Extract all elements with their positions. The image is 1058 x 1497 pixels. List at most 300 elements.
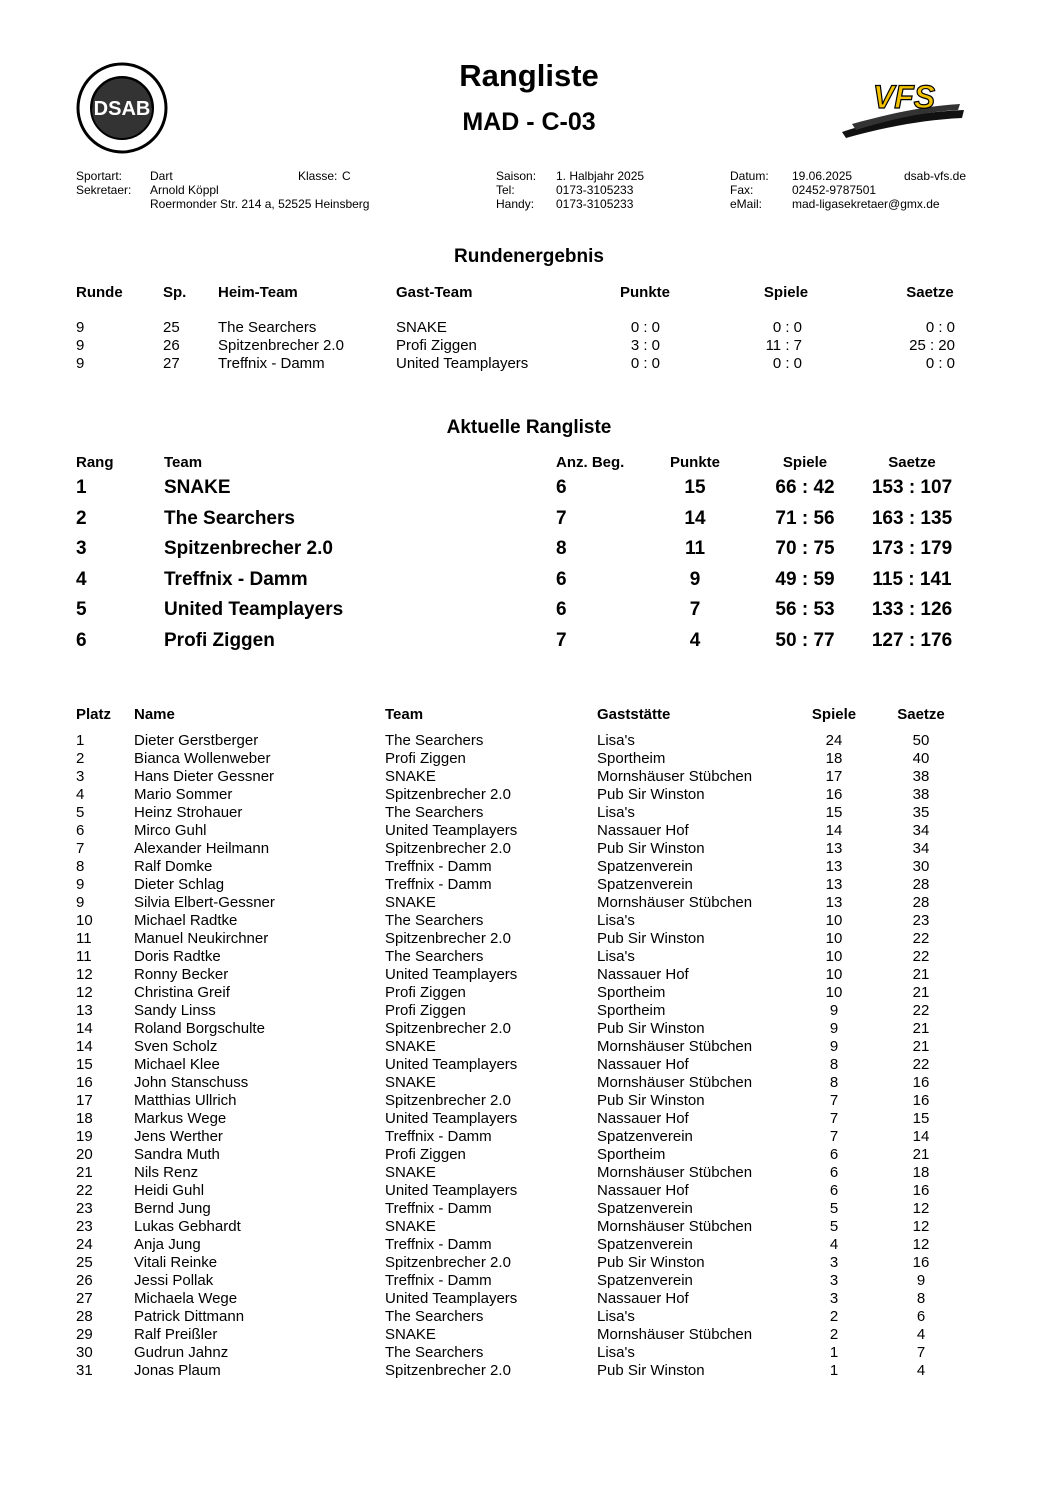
handy-label: Handy:	[496, 197, 535, 211]
cell-gaststaette: Spatzenverein	[597, 1236, 693, 1253]
cell-rang: 5	[76, 599, 87, 620]
cell-team: SNAKE	[385, 894, 436, 911]
cell-punkte: 11	[684, 538, 706, 559]
cell-anz-beg: 8	[556, 538, 567, 559]
cell-gaststaette: Pub Sir Winston	[597, 1254, 705, 1271]
cell-platz: 1	[76, 732, 85, 749]
table-row	[0, 912, 1058, 930]
cell-saetze: 14	[912, 1128, 930, 1145]
cell-gaststaette: Pub Sir Winston	[597, 1362, 705, 1379]
table-row	[0, 319, 1058, 337]
table-row	[0, 768, 1058, 786]
cell-spiele: 6	[829, 1164, 839, 1181]
header-heim-team: Heim-Team	[218, 284, 298, 301]
cell-spiele: 11 : 7	[765, 337, 802, 354]
cell-punkte: 0 : 0	[630, 319, 660, 336]
cell-name: Matthias Ullrich	[134, 1092, 237, 1109]
cell-platz: 21	[76, 1164, 93, 1181]
cell-team: SNAKE	[385, 1218, 436, 1235]
cell-team: United Teamplayers	[164, 599, 344, 620]
cell-platz: 8	[76, 858, 85, 875]
cell-rang: 1	[76, 477, 87, 498]
cell-saetze: 12	[912, 1236, 930, 1253]
table-row	[0, 507, 1058, 529]
cell-name: Roland Borgschulte	[134, 1020, 265, 1037]
cell-saetze: 0 : 0	[925, 355, 955, 372]
table-row	[0, 786, 1058, 804]
cell-name: Lukas Gebhardt	[134, 1218, 241, 1235]
cell-name: Doris Radtke	[134, 948, 221, 965]
table-row	[0, 1272, 1058, 1290]
cell-team: United Teamplayers	[385, 1056, 518, 1073]
klasse-value: C	[342, 169, 351, 183]
cell-name: Patrick Dittmann	[134, 1308, 245, 1325]
cell-spiele: 16	[825, 786, 843, 803]
table-row	[0, 1200, 1058, 1218]
cell-saetze: 16	[912, 1074, 930, 1091]
cell-platz: 14	[76, 1020, 93, 1037]
cell-gaststaette: Mornshäuser Stübchen	[597, 1326, 753, 1343]
cell-name: Jessi Pollak	[134, 1272, 214, 1289]
table-row	[0, 1020, 1058, 1038]
cell-gaststaette: Mornshäuser Stübchen	[597, 1218, 753, 1235]
cell-team: United Teamplayers	[385, 1182, 518, 1199]
cell-platz: 11	[76, 948, 92, 965]
cell-team: The Searchers	[385, 732, 484, 749]
cell-team: SNAKE	[385, 768, 436, 785]
table-row	[0, 1074, 1058, 1092]
cell-spiele: 7	[829, 1128, 839, 1145]
cell-name: Heidi Guhl	[134, 1182, 205, 1199]
table-row	[0, 1326, 1058, 1344]
cell-platz: 16	[76, 1074, 93, 1091]
cell-spiele: 13	[825, 894, 843, 911]
cell-saetze: 21	[912, 984, 930, 1001]
cell-anz-beg: 6	[556, 568, 567, 590]
cell-platz: 12	[76, 966, 93, 983]
cell-saetze: 133 : 126	[871, 599, 953, 620]
cell-spiele: 13	[825, 858, 843, 875]
cell-team: United Teamplayers	[385, 1110, 518, 1127]
cell-saetze: 7	[916, 1344, 926, 1361]
cell-gaststaette: Sportheim	[597, 984, 666, 1001]
cell-saetze: 12	[912, 1200, 930, 1217]
cell-platz: 11	[76, 930, 92, 947]
cell-gaststaette: Pub Sir Winston	[597, 786, 705, 803]
cell-platz: 23	[76, 1218, 93, 1235]
cell-runde: 9	[76, 319, 85, 336]
cell-spiele: 5	[829, 1200, 839, 1217]
sekretaer-value: Arnold Köppl	[150, 183, 219, 197]
cell-runde: 9	[76, 355, 85, 372]
cell-spiele: 71 : 56	[775, 507, 835, 529]
cell-team: SNAKE	[385, 1074, 436, 1091]
cell-name: Bianca Wollenweber	[134, 750, 271, 767]
cell-name: Michael Klee	[134, 1056, 220, 1073]
cell-saetze: 30	[912, 858, 930, 875]
cell-saetze: 34	[912, 822, 930, 839]
cell-spiele: 0 : 0	[772, 319, 802, 336]
cell-spiel: 27	[163, 355, 180, 372]
sportart-value: Dart	[150, 169, 173, 183]
cell-spiele: 24	[825, 732, 843, 749]
cell-spiele: 50 : 77	[775, 629, 835, 651]
cell-saetze: 115 : 141	[872, 568, 952, 590]
cell-anz-beg: 6	[556, 599, 567, 620]
cell-team: Spitzenbrecher 2.0	[385, 840, 511, 857]
cell-saetze: 163 : 135	[871, 507, 953, 529]
table-row	[0, 1146, 1058, 1164]
cell-spiele: 49 : 59	[775, 568, 835, 590]
cell-spiele: 17	[825, 768, 843, 785]
header-spiele: Spiele	[811, 706, 857, 723]
cell-platz: 30	[76, 1344, 93, 1361]
cell-name: Mirco Guhl	[134, 822, 207, 839]
header-runde: Runde	[76, 284, 123, 301]
cell-team: United Teamplayers	[385, 966, 518, 983]
cell-team: Profi Ziggen	[164, 629, 275, 651]
cell-rang: 3	[76, 538, 87, 559]
cell-team: Spitzenbrecher 2.0	[164, 538, 333, 559]
cell-name: Silvia Elbert-Gessner	[134, 894, 275, 911]
header-punkte: Punkte	[619, 284, 670, 301]
cell-team: Profi Ziggen	[385, 984, 466, 1001]
table-header-row	[0, 284, 1058, 302]
cell-gaststaette: Pub Sir Winston	[597, 840, 705, 857]
table-row	[0, 894, 1058, 912]
cell-team: Spitzenbrecher 2.0	[385, 786, 511, 803]
table-row	[0, 568, 1058, 590]
email-label: eMail:	[730, 197, 763, 211]
cell-saetze: 153 : 107	[871, 477, 953, 498]
cell-team: Treffnix - Damm	[385, 876, 492, 893]
cell-name: Michaela Wege	[134, 1290, 238, 1307]
cell-heim-team: Treffnix - Damm	[218, 355, 325, 372]
cell-team: Profi Ziggen	[385, 1146, 466, 1163]
cell-punkte: 0 : 0	[630, 355, 660, 372]
cell-platz: 12	[76, 984, 93, 1001]
cell-saetze: 38	[912, 786, 930, 803]
sportart-label: Sportart:	[76, 169, 123, 183]
cell-spiele: 5	[829, 1218, 839, 1235]
cell-spiele: 6	[829, 1146, 839, 1163]
cell-platz: 9	[76, 876, 85, 893]
cell-punkte: 14	[684, 507, 706, 529]
cell-name: Mario Sommer	[134, 786, 233, 803]
cell-name: Sandy Linss	[134, 1002, 216, 1019]
cell-platz: 24	[76, 1236, 93, 1253]
cell-spiele: 56 : 53	[775, 599, 835, 620]
cell-spiel: 25	[163, 319, 180, 336]
cell-saetze: 34	[912, 840, 930, 857]
cell-gaststaette: Mornshäuser Stübchen	[597, 1074, 753, 1091]
cell-saetze: 16	[912, 1182, 930, 1199]
cell-gaststaette: Spatzenverein	[597, 1272, 693, 1289]
table-row	[0, 840, 1058, 858]
cell-gast-team: Profi Ziggen	[396, 337, 477, 354]
table-row	[0, 966, 1058, 984]
page-title: Rangliste	[459, 58, 599, 93]
table-row	[0, 822, 1058, 840]
email-link[interactable]: mad-ligasekretaer@gmx.de	[792, 197, 940, 211]
cell-name: John Stanschuss	[134, 1074, 249, 1091]
cell-platz: 15	[76, 1056, 93, 1073]
cell-team: Treffnix - Damm	[385, 1272, 492, 1289]
cell-spiele: 13	[825, 876, 843, 893]
table-row	[0, 1038, 1058, 1056]
cell-saetze: 21	[912, 1146, 930, 1163]
cell-platz: 14	[76, 1038, 93, 1055]
cell-platz: 26	[76, 1272, 93, 1289]
table-row	[0, 477, 1058, 498]
cell-punkte: 3 : 0	[630, 337, 660, 354]
cell-rang: 4	[76, 568, 87, 590]
cell-gaststaette: Sportheim	[597, 1002, 666, 1019]
cell-team: Profi Ziggen	[385, 1002, 466, 1019]
cell-spiele: 10	[825, 930, 843, 947]
header-name: Name	[134, 706, 175, 723]
cell-spiele: 3	[829, 1272, 839, 1289]
cell-heim-team: The Searchers	[218, 319, 317, 336]
cell-spiele: 18	[825, 750, 843, 767]
cell-team: The Searchers	[385, 948, 484, 965]
cell-platz: 27	[76, 1290, 93, 1307]
table-row	[0, 732, 1058, 750]
cell-name: Ronny Becker	[134, 966, 229, 983]
cell-platz: 25	[76, 1254, 93, 1271]
cell-gaststaette: Mornshäuser Stübchen	[597, 768, 753, 785]
cell-spiele: 7	[829, 1110, 839, 1127]
cell-saetze: 23	[912, 912, 930, 929]
cell-name: Alexander Heilmann	[134, 840, 270, 857]
table-row	[0, 804, 1058, 822]
cell-name: Christina Greif	[134, 984, 230, 1001]
cell-platz: 22	[76, 1182, 93, 1199]
cell-punkte: 15	[684, 477, 706, 498]
cell-spiele: 9	[829, 1020, 839, 1037]
cell-team: Spitzenbrecher 2.0	[385, 1020, 511, 1037]
cell-name: Dieter Schlag	[134, 876, 225, 893]
cell-name: Nils Renz	[134, 1164, 199, 1181]
cell-platz: 17	[76, 1092, 93, 1109]
cell-spiele: 3	[829, 1254, 839, 1271]
rangliste-title: Aktuelle Rangliste	[446, 417, 612, 438]
cell-rang: 6	[76, 629, 87, 651]
cell-name: Dieter Gerstberger	[134, 732, 259, 749]
cell-platz: 28	[76, 1308, 93, 1325]
cell-runde: 9	[76, 337, 85, 354]
cell-saetze: 21	[912, 1038, 930, 1055]
cell-platz: 5	[76, 804, 85, 821]
cell-platz: 4	[76, 786, 85, 803]
cell-saetze: 173 : 179	[871, 538, 953, 559]
cell-saetze: 9	[916, 1272, 926, 1289]
cell-name: Ralf Preißler	[134, 1326, 218, 1343]
cell-name: Jonas Plaum	[134, 1362, 221, 1379]
cell-saetze: 18	[912, 1164, 930, 1181]
cell-platz: 2	[76, 750, 85, 767]
cell-saetze: 21	[912, 966, 930, 983]
header-spiel: Sp.	[163, 284, 187, 301]
cell-spiele: 8	[829, 1056, 839, 1073]
table-row	[0, 750, 1058, 768]
cell-name: Bernd Jung	[134, 1200, 211, 1217]
cell-gaststaette: Lisa's	[597, 804, 635, 821]
cell-team: Treffnix - Damm	[164, 568, 308, 590]
table-row	[0, 930, 1058, 948]
cell-spiel: 26	[163, 337, 180, 354]
cell-gaststaette: Pub Sir Winston	[597, 930, 705, 947]
cell-saetze: 4	[916, 1362, 926, 1379]
cell-spiele: 10	[825, 948, 843, 965]
cell-gaststaette: Sportheim	[597, 1146, 666, 1163]
cell-anz-beg: 7	[556, 507, 567, 529]
cell-gaststaette: Lisa's	[597, 732, 635, 749]
cell-punkte: 4	[689, 629, 701, 651]
cell-spiele: 1	[829, 1362, 839, 1379]
fax-label: Fax:	[730, 183, 754, 197]
cell-gaststaette: Nassauer Hof	[597, 1290, 689, 1307]
table-row	[0, 1218, 1058, 1236]
cell-rang: 2	[76, 507, 87, 529]
cell-platz: 13	[76, 1002, 93, 1019]
cell-gaststaette: Lisa's	[597, 948, 635, 965]
cell-gaststaette: Lisa's	[597, 1308, 635, 1325]
cell-platz: 9	[76, 894, 85, 911]
cell-saetze: 15	[912, 1110, 930, 1127]
table-row	[0, 1056, 1058, 1074]
cell-gaststaette: Spatzenverein	[597, 858, 693, 875]
address-value: Roermonder Str. 214 a, 52525 Heinsberg	[150, 197, 370, 211]
cell-name: Gudrun Jahnz	[134, 1344, 229, 1361]
saison-value: 1. Halbjahr 2025	[556, 169, 645, 183]
cell-anz-beg: 7	[556, 629, 567, 651]
header-gaststaette: Gaststätte	[597, 706, 671, 723]
cell-gaststaette: Mornshäuser Stübchen	[597, 1164, 753, 1181]
cell-platz: 7	[76, 840, 85, 857]
cell-name: Anja Jung	[134, 1236, 201, 1253]
cell-saetze: 127 : 176	[871, 629, 953, 651]
cell-spiele: 14	[825, 822, 843, 839]
cell-spiele: 7	[829, 1092, 839, 1109]
cell-platz: 10	[76, 912, 93, 929]
header-anz-beg: Anz. Beg.	[556, 454, 625, 471]
cell-name: Markus Wege	[134, 1110, 227, 1127]
cell-name: Manuel Neukirchner	[134, 930, 269, 947]
svg-text:DSAB: DSAB	[93, 98, 151, 120]
cell-gaststaette: Lisa's	[597, 1344, 635, 1361]
cell-platz: 29	[76, 1326, 93, 1343]
cell-team: The Searchers	[385, 912, 484, 929]
cell-saetze: 22	[912, 1002, 930, 1019]
cell-platz: 3	[76, 768, 85, 785]
table-row	[0, 1164, 1058, 1182]
rundenergebnis-title: Rundenergebnis	[454, 246, 604, 267]
cell-gaststaette: Pub Sir Winston	[597, 1020, 705, 1037]
cell-gaststaette: Mornshäuser Stübchen	[597, 1038, 753, 1055]
cell-spiele: 6	[829, 1182, 839, 1199]
cell-team: The Searchers	[385, 1308, 484, 1325]
cell-saetze: 25 : 20	[909, 337, 955, 354]
svg-text:VFS: VFS	[872, 79, 936, 115]
header-punkte: Punkte	[669, 454, 720, 471]
header-saetze: Saetze	[888, 454, 936, 471]
table-row	[0, 629, 1058, 651]
cell-spiele: 10	[825, 912, 843, 929]
klasse-label: Klasse:	[298, 169, 338, 183]
cell-gaststaette: Spatzenverein	[597, 1128, 693, 1145]
cell-team: Treffnix - Damm	[385, 1128, 492, 1145]
cell-spiele: 10	[825, 984, 843, 1001]
table-row	[0, 1182, 1058, 1200]
table-header-row	[0, 706, 1058, 724]
table-row	[0, 858, 1058, 876]
cell-team: Profi Ziggen	[385, 750, 466, 767]
cell-team: The Searchers	[385, 1344, 484, 1361]
cell-heim-team: Spitzenbrecher 2.0	[218, 337, 344, 354]
tel-label: Tel:	[496, 183, 515, 197]
cell-platz: 23	[76, 1200, 93, 1217]
header-spiele: Spiele	[763, 284, 809, 301]
table-row	[0, 1254, 1058, 1272]
cell-name: Heinz Strohauer	[134, 804, 243, 821]
cell-platz: 6	[76, 822, 85, 839]
league-subtitle: MAD - C-03	[462, 108, 596, 136]
cell-saetze: 6	[916, 1308, 926, 1325]
cell-punkte: 7	[689, 599, 701, 620]
cell-saetze: 4	[916, 1326, 926, 1343]
table-row	[0, 1110, 1058, 1128]
cell-name: Ralf Domke	[134, 858, 213, 875]
cell-spiele: 0 : 0	[772, 355, 802, 372]
header-gast-team: Gast-Team	[396, 284, 473, 301]
cell-saetze: 40	[912, 750, 930, 767]
cell-team: Treffnix - Damm	[385, 1200, 492, 1217]
cell-spiele: 2	[829, 1308, 839, 1325]
sekretaer-label: Sekretaer:	[76, 183, 132, 197]
cell-punkte: 9	[689, 568, 701, 590]
cell-name: Michael Radtke	[134, 912, 238, 929]
cell-platz: 31	[76, 1362, 93, 1379]
cell-gaststaette: Nassauer Hof	[597, 966, 689, 983]
table-row	[0, 1290, 1058, 1308]
cell-saetze: 35	[912, 804, 930, 821]
cell-spiele: 15	[825, 804, 843, 821]
cell-name: Hans Dieter Gessner	[134, 768, 275, 785]
cell-saetze: 38	[912, 768, 930, 785]
header-saetze: Saetze	[897, 706, 945, 723]
cell-name: Sven Scholz	[134, 1038, 218, 1055]
header-team: Team	[164, 454, 203, 471]
website-link[interactable]: dsab-vfs.de	[904, 169, 967, 183]
cell-spiele: 13	[825, 840, 843, 857]
cell-team: The Searchers	[164, 507, 295, 529]
cell-saetze: 50	[912, 732, 930, 749]
cell-saetze: 16	[912, 1254, 930, 1271]
cell-team: SNAKE	[385, 1326, 436, 1343]
cell-spiele: 4	[829, 1236, 839, 1253]
cell-spiele: 10	[825, 966, 843, 983]
table-row	[0, 599, 1058, 620]
cell-gaststaette: Mornshäuser Stübchen	[597, 894, 753, 911]
cell-spiele: 1	[829, 1344, 839, 1361]
cell-team: SNAKE	[164, 477, 231, 498]
cell-gaststaette: Pub Sir Winston	[597, 1092, 705, 1109]
header-spiele: Spiele	[782, 454, 828, 471]
cell-gast-team: United Teamplayers	[396, 355, 529, 372]
cell-anz-beg: 6	[556, 477, 567, 498]
fax-value: 02452-9787501	[792, 183, 877, 197]
